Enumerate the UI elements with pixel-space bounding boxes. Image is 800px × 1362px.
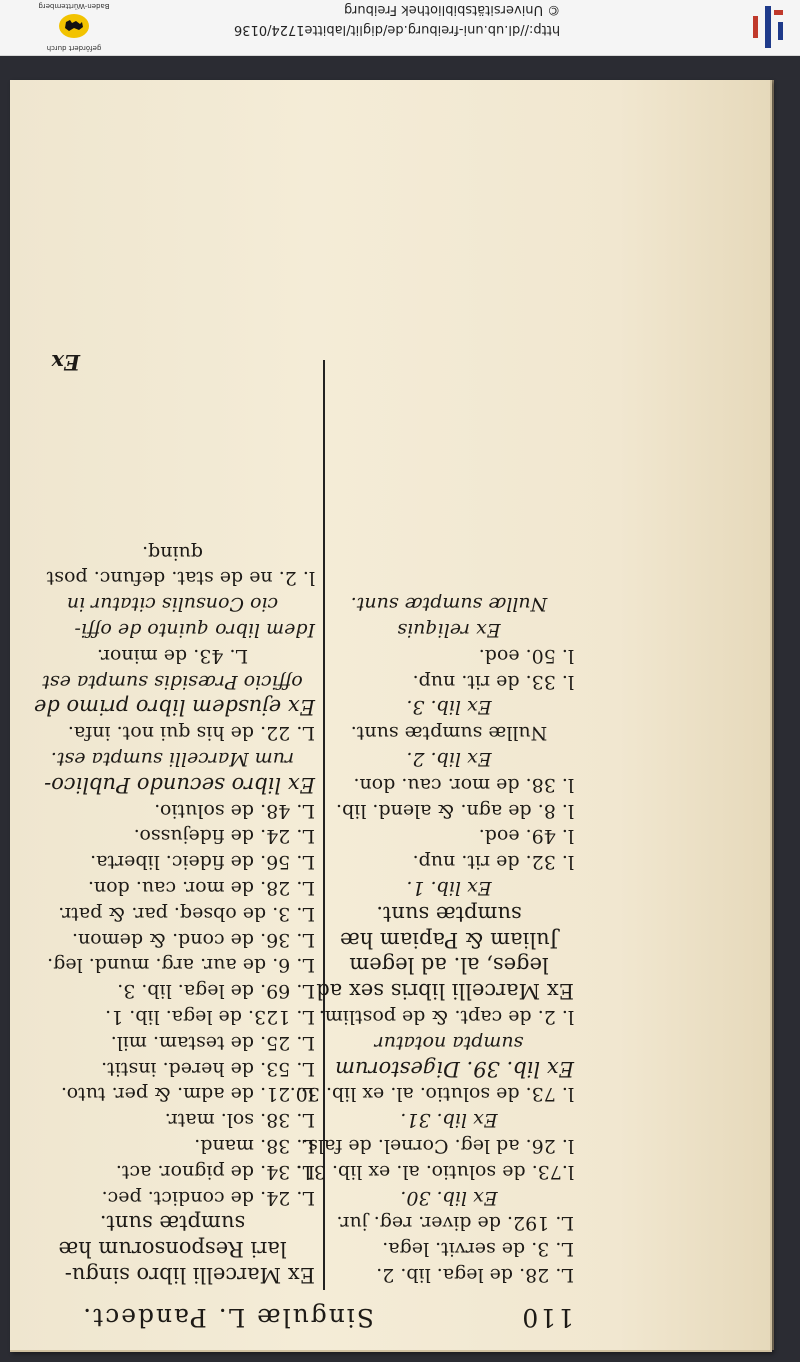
text-line: l. 32. de rit. nup.: [412, 851, 574, 874]
text-line: L. 48. de solutio.: [154, 799, 315, 822]
page-number: 110: [520, 1303, 574, 1332]
text-line: L. 43. de minor.: [96, 644, 249, 667]
text-line: l. 2. ne de stat. defunc. post: [46, 567, 315, 590]
text-line: l. 38. de mor. cau. don.: [353, 773, 574, 796]
text-line: Ex reliquis: [397, 619, 501, 642]
text-line: L. 123. de lega. lib. 1.: [105, 1006, 315, 1029]
bw-sponsor-logo[interactable]: [34, 2, 114, 54]
text-line: lari Responsorum hæ: [58, 1237, 287, 1262]
text-line: Juliam & Papiam hæ: [339, 927, 559, 952]
text-line: Ex libro secundo Publico-: [44, 772, 315, 797]
text-line: L. 38. sol. matr.: [164, 1109, 315, 1132]
text-line: sumptæ sunt.: [376, 901, 522, 926]
text-line: l. 2. de capt. & de postlim.: [318, 1006, 574, 1029]
text-line: Ex Marcelli libro singu-: [64, 1263, 315, 1287]
text-line: Idem libro quinto de offi-: [74, 619, 315, 642]
text-line: l. 50. eod.: [478, 644, 574, 667]
text-line: l. 73. de solutio. al. ex lib. 30.: [289, 1083, 574, 1106]
scanned-page: [10, 80, 772, 1352]
left-column: [289, 590, 574, 1287]
right-column: [30, 539, 315, 1287]
text-line: Ex ejusdem libro primo de: [33, 695, 315, 720]
text-line: sumptæ sunt.: [99, 1211, 246, 1236]
text-line: L. 28. de mor. cau. don.: [87, 877, 315, 900]
text-line: L. 25. de testam. mil.: [110, 1031, 315, 1054]
text-line: L. 34. de pignor. act.: [115, 1160, 315, 1183]
text-line: L. 21. de adm. & per. tuto.: [60, 1083, 315, 1106]
text-line: l.73. de solutio. al. ex lib. 31.: [295, 1160, 574, 1183]
text-line: L. 56. de fideic. liberta.: [90, 851, 315, 874]
text-line: Ex Marcelli libris sex ad: [316, 979, 574, 1004]
text-line: L. 38. mand.: [194, 1135, 315, 1158]
text-line: L. 24. de fidejusso.: [133, 825, 315, 848]
text-line: l. 26. ad leg. Cornel. de fals.: [302, 1135, 574, 1158]
catchword: Ex: [51, 350, 80, 375]
text-line: l. 33. de rit. nup.: [412, 670, 574, 693]
text-line: L. 22. de his qui not. infa.: [67, 722, 315, 745]
text-line: Ex lib. 1.: [406, 877, 492, 900]
viewer-header: [0, 0, 800, 56]
text-line: L. 69. de lega. lib. 3.: [117, 980, 315, 1003]
text-line: Ex lib. 31.: [400, 1109, 498, 1132]
text-line: L. 36. de cond. & demon.: [71, 928, 315, 951]
text-line: l. 49. eod.: [478, 825, 574, 848]
text-line: L. 24. de condict. pec.: [101, 1186, 315, 1209]
page-content: [10, 80, 770, 1350]
text-line: L. 3. de servit. lega.: [382, 1238, 574, 1261]
text-line: L. 3. de obseq. par. & patr.: [58, 902, 315, 925]
text-line: quinq.: [142, 541, 203, 564]
sponsor-label-top: gefördert durch: [46, 44, 102, 52]
text-line: Ex lib. 3.: [406, 696, 492, 719]
ub-freiburg-logo[interactable]: [748, 4, 788, 50]
text-line: Nullæ sumptæ sunt.: [350, 722, 548, 745]
text-line: rum Marcelli sumpta est.: [50, 748, 295, 771]
text-line: Ex lib. 39. Digestorum: [335, 1056, 574, 1081]
text-line: L. 192. de diver. reg. jur.: [336, 1212, 574, 1235]
text-line: l. 8. de agn. & alend. lib.: [335, 799, 574, 822]
copyright-text: © Universitätsbibliothek Freiburg: [343, 2, 560, 17]
text-line: Nullæ sumptæ sunt.: [350, 593, 548, 616]
text-line: leges, al. ad legem: [349, 953, 549, 978]
text-line: L. 28. de lega. lib. 2.: [376, 1264, 574, 1286]
sponsor-label-bottom: Baden-Württemberg: [38, 2, 110, 10]
text-line: Ex lib. 30.: [400, 1186, 498, 1209]
text-line: officio Præsidis sumpta est: [42, 670, 303, 693]
text-line: L. 53. de hered. instit.: [101, 1057, 315, 1080]
text-line: cio Consulis citatur in: [66, 593, 279, 616]
text-line: sumpta notatur: [374, 1031, 524, 1054]
running-title: Singulæ L. Pandect.: [81, 1303, 374, 1332]
page-url[interactable]: http://dl.ub.uni-freiburg.de/diglit/labitte1724/0136: [233, 22, 560, 37]
bw-crest-icon: [58, 13, 90, 39]
text-line: Ex lib. 2.: [406, 748, 492, 771]
text-line: L. 6. de aur. arg. mund. leg.: [47, 954, 315, 977]
